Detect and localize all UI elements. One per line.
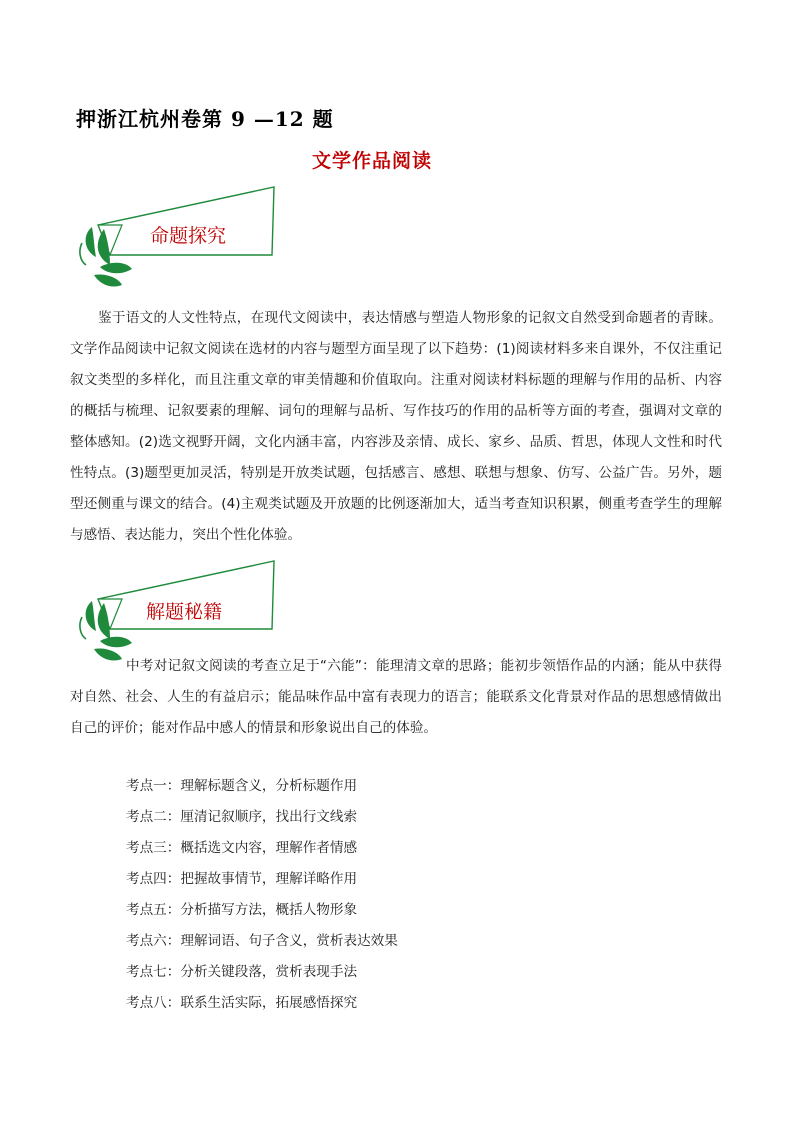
list-item: 考点六：理解词语、句子含义，赏析表达效果 — [126, 933, 398, 949]
section-heading: 命题探究 — [150, 225, 227, 247]
list-item: 考点五：分析描写方法，概括人物形象 — [126, 902, 358, 918]
section-banner-1 — [70, 185, 290, 295]
page-title: 押浙江杭州卷第 9 —12 题 — [76, 107, 334, 131]
section-paragraph: 中考对记叙文阅读的考查立足于“六能”：能理清文章的思路；能初步领悟作品的内涵；能从中获得对自然、社会、人生的有益启示；能品味作品中富有表现力的语言；能联系文化背景对作品的思想感情做出自己的评价；能对作品中感人的情景和形象说出自己的体验。 — [70, 658, 722, 736]
list-item: 考点三：概括选文内容，理解作者情感 — [126, 840, 358, 856]
list-item: 考点八：联系生活实际，拓展感悟探究 — [126, 995, 358, 1011]
list-item: 考点七：分析关键段落，赏析表现手法 — [126, 964, 358, 980]
section-heading: 解题秘籍 — [146, 601, 223, 623]
list-item: 考点四：把握故事情节，理解详略作用 — [126, 871, 358, 887]
section-paragraph: 鉴于语文的人文性特点，在现代文阅读中，表达情感与塑造人物形象的记叙文自然受到命题者的青睐。文学作品阅读中记叙文阅读在选材的内容与题型方面呈现了以下趋势：(1)阅读材料多来自课外，不仅注重记叙文类型的多样化，而且注重文章的审美情趣和价值取向。注重对阅读材料标题的理解与作用的品析、内容的概括与梳理、记叙要素的理解、词句的理解与品析、写作技巧的作用的品析等方面的考查，强调对文章的整体感知。(2)选文视野开阔，文化内涵丰富，内容涉及亲情、成长、家乡、品质、哲思，体现人文性和时代性特点。(3)题型更加灵活，特别是开放类试题，包括感言、感想、联想与想象、仿写、公益广告。另外，题型还侧重与课文的结合。(4)主观类试题及开放题的比例逐渐加大，适当考查知识积累，侧重考查学生的理解与感悟、表达能力，突出个性化体验。 — [70, 310, 722, 543]
exam-points-list — [126, 771, 398, 1019]
page-subtitle: 文学作品阅读 — [312, 150, 433, 172]
list-item: 考点二：厘清记叙顺序，找出行文线索 — [126, 809, 358, 825]
list-item: 考点一：理解标题含义，分析标题作用 — [126, 778, 358, 794]
